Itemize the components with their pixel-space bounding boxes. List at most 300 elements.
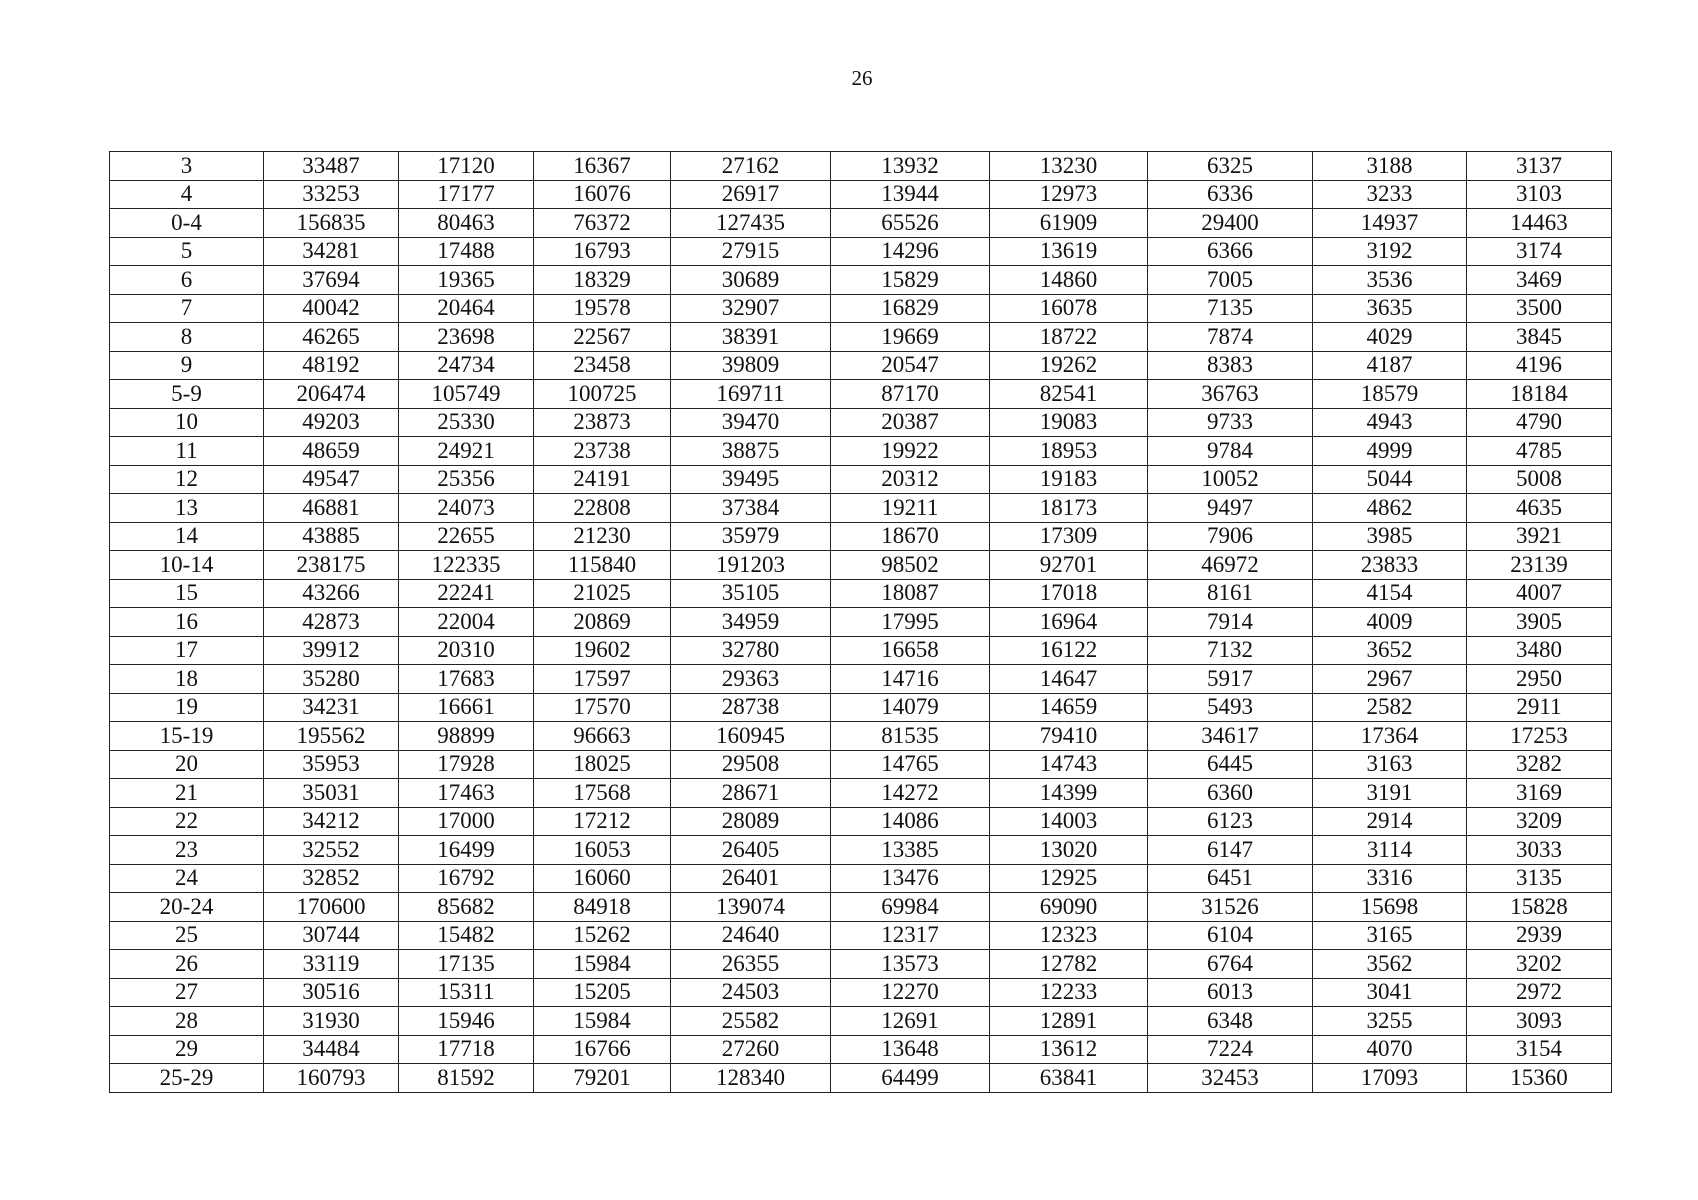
value-cell: 18722 [990, 323, 1148, 352]
value-cell: 9784 [1148, 437, 1313, 466]
value-cell: 14272 [831, 779, 990, 808]
value-cell: 14463 [1467, 209, 1612, 238]
value-cell: 160945 [671, 722, 831, 751]
value-cell: 13612 [990, 1035, 1148, 1064]
value-cell: 48659 [264, 437, 399, 466]
value-cell: 2950 [1467, 665, 1612, 694]
table-row [110, 807, 1612, 836]
value-cell: 17135 [399, 950, 534, 979]
value-cell: 3316 [1313, 864, 1467, 893]
value-cell: 17018 [990, 579, 1148, 608]
value-cell: 4187 [1313, 351, 1467, 380]
value-cell: 6348 [1148, 1007, 1313, 1036]
value-cell: 20547 [831, 351, 990, 380]
age-cell: 6 [110, 266, 264, 295]
table-row [110, 437, 1612, 466]
value-cell: 105749 [399, 380, 534, 409]
value-cell: 48192 [264, 351, 399, 380]
value-cell: 17568 [534, 779, 671, 808]
value-cell: 15262 [534, 921, 671, 950]
age-cell: 21 [110, 779, 264, 808]
value-cell: 64499 [831, 1064, 990, 1093]
value-cell: 14086 [831, 807, 990, 836]
age-cell: 17 [110, 636, 264, 665]
table-row [110, 551, 1612, 580]
value-cell: 25330 [399, 408, 534, 437]
value-cell: 32852 [264, 864, 399, 893]
value-cell: 87170 [831, 380, 990, 409]
value-cell: 16499 [399, 836, 534, 865]
value-cell: 12973 [990, 180, 1148, 209]
value-cell: 65526 [831, 209, 990, 238]
age-cell: 7 [110, 294, 264, 323]
value-cell: 17597 [534, 665, 671, 694]
value-cell: 84918 [534, 893, 671, 922]
value-cell: 17309 [990, 522, 1148, 551]
age-cell: 18 [110, 665, 264, 694]
table-row [110, 323, 1612, 352]
value-cell: 3500 [1467, 294, 1612, 323]
value-cell: 16964 [990, 608, 1148, 637]
value-cell: 14399 [990, 779, 1148, 808]
value-cell: 2914 [1313, 807, 1467, 836]
value-cell: 3635 [1313, 294, 1467, 323]
value-cell: 16053 [534, 836, 671, 865]
value-cell: 13385 [831, 836, 990, 865]
value-cell: 98502 [831, 551, 990, 580]
value-cell: 169711 [671, 380, 831, 409]
value-cell: 2582 [1313, 693, 1467, 722]
value-cell: 18184 [1467, 380, 1612, 409]
value-cell: 16078 [990, 294, 1148, 323]
value-cell: 3905 [1467, 608, 1612, 637]
age-cell: 11 [110, 437, 264, 466]
value-cell: 15946 [399, 1007, 534, 1036]
value-cell: 3192 [1313, 237, 1467, 266]
age-cell: 28 [110, 1007, 264, 1036]
value-cell: 17253 [1467, 722, 1612, 751]
value-cell: 19669 [831, 323, 990, 352]
value-cell: 3845 [1467, 323, 1612, 352]
value-cell: 18953 [990, 437, 1148, 466]
value-cell: 6764 [1148, 950, 1313, 979]
value-cell: 3137 [1467, 152, 1612, 181]
age-cell: 26 [110, 950, 264, 979]
age-cell: 24 [110, 864, 264, 893]
value-cell: 14743 [990, 750, 1148, 779]
value-cell: 3154 [1467, 1035, 1612, 1064]
value-cell: 19365 [399, 266, 534, 295]
value-cell: 33119 [264, 950, 399, 979]
value-cell: 32780 [671, 636, 831, 665]
table-row [110, 608, 1612, 637]
value-cell: 28671 [671, 779, 831, 808]
value-cell: 23833 [1313, 551, 1467, 580]
value-cell: 32552 [264, 836, 399, 865]
value-cell: 7914 [1148, 608, 1313, 637]
value-cell: 3202 [1467, 950, 1612, 979]
value-cell: 3562 [1313, 950, 1467, 979]
value-cell: 19183 [990, 465, 1148, 494]
value-cell: 37384 [671, 494, 831, 523]
value-cell: 29400 [1148, 209, 1313, 238]
age-cell: 10 [110, 408, 264, 437]
value-cell: 24640 [671, 921, 831, 950]
table-body [110, 152, 1612, 1093]
age-cell: 4 [110, 180, 264, 209]
value-cell: 4862 [1313, 494, 1467, 523]
value-cell: 22567 [534, 323, 671, 352]
age-cell: 16 [110, 608, 264, 637]
value-cell: 4007 [1467, 579, 1612, 608]
value-cell: 80463 [399, 209, 534, 238]
value-cell: 29363 [671, 665, 831, 694]
value-cell: 3191 [1313, 779, 1467, 808]
value-cell: 6123 [1148, 807, 1313, 836]
value-cell: 13619 [990, 237, 1148, 266]
value-cell: 29508 [671, 750, 831, 779]
table-row [110, 1035, 1612, 1064]
value-cell: 13648 [831, 1035, 990, 1064]
value-cell: 39809 [671, 351, 831, 380]
age-cell: 5 [110, 237, 264, 266]
value-cell: 98899 [399, 722, 534, 751]
value-cell: 46881 [264, 494, 399, 523]
value-cell: 35953 [264, 750, 399, 779]
value-cell: 2911 [1467, 693, 1612, 722]
age-cell: 23 [110, 836, 264, 865]
value-cell: 13230 [990, 152, 1148, 181]
value-cell: 22241 [399, 579, 534, 608]
value-cell: 17995 [831, 608, 990, 637]
value-cell: 8161 [1148, 579, 1313, 608]
value-cell: 16658 [831, 636, 990, 665]
value-cell: 100725 [534, 380, 671, 409]
value-cell: 17000 [399, 807, 534, 836]
value-cell: 18173 [990, 494, 1148, 523]
table-row [110, 266, 1612, 295]
value-cell: 12782 [990, 950, 1148, 979]
table-row [110, 722, 1612, 751]
value-cell: 115840 [534, 551, 671, 580]
value-cell: 12925 [990, 864, 1148, 893]
value-cell: 18670 [831, 522, 990, 551]
value-cell: 16793 [534, 237, 671, 266]
age-cell: 12 [110, 465, 264, 494]
table-row [110, 180, 1612, 209]
value-cell: 34212 [264, 807, 399, 836]
value-cell: 6451 [1148, 864, 1313, 893]
value-cell: 13932 [831, 152, 990, 181]
value-cell: 3188 [1313, 152, 1467, 181]
value-cell: 14765 [831, 750, 990, 779]
value-cell: 4009 [1313, 608, 1467, 637]
value-cell: 15482 [399, 921, 534, 950]
value-cell: 6104 [1148, 921, 1313, 950]
value-cell: 3233 [1313, 180, 1467, 209]
value-cell: 27915 [671, 237, 831, 266]
value-cell: 6445 [1148, 750, 1313, 779]
value-cell: 12270 [831, 978, 990, 1007]
value-cell: 43266 [264, 579, 399, 608]
value-cell: 5044 [1313, 465, 1467, 494]
value-cell: 33253 [264, 180, 399, 209]
table-row [110, 465, 1612, 494]
value-cell: 13020 [990, 836, 1148, 865]
value-cell: 30744 [264, 921, 399, 950]
age-cell: 29 [110, 1035, 264, 1064]
table-row [110, 893, 1612, 922]
value-cell: 25582 [671, 1007, 831, 1036]
value-cell: 81535 [831, 722, 990, 751]
value-cell: 3033 [1467, 836, 1612, 865]
value-cell: 22004 [399, 608, 534, 637]
table-row [110, 579, 1612, 608]
value-cell: 15698 [1313, 893, 1467, 922]
value-cell: 16792 [399, 864, 534, 893]
value-cell: 13944 [831, 180, 990, 209]
age-cell: 25-29 [110, 1064, 264, 1093]
value-cell: 14296 [831, 237, 990, 266]
table-row [110, 494, 1612, 523]
value-cell: 12891 [990, 1007, 1148, 1036]
value-cell: 43885 [264, 522, 399, 551]
table-row [110, 864, 1612, 893]
value-cell: 34959 [671, 608, 831, 637]
value-cell: 14079 [831, 693, 990, 722]
value-cell: 3652 [1313, 636, 1467, 665]
value-cell: 21025 [534, 579, 671, 608]
value-cell: 170600 [264, 893, 399, 922]
value-cell: 14937 [1313, 209, 1467, 238]
value-cell: 35979 [671, 522, 831, 551]
value-cell: 28089 [671, 807, 831, 836]
value-cell: 15205 [534, 978, 671, 1007]
value-cell: 3985 [1313, 522, 1467, 551]
value-cell: 7005 [1148, 266, 1313, 295]
value-cell: 16829 [831, 294, 990, 323]
value-cell: 3921 [1467, 522, 1612, 551]
value-cell: 3165 [1313, 921, 1467, 950]
table-row [110, 665, 1612, 694]
age-cell: 20-24 [110, 893, 264, 922]
table-row [110, 237, 1612, 266]
value-cell: 6147 [1148, 836, 1313, 865]
value-cell: 82541 [990, 380, 1148, 409]
value-cell: 156835 [264, 209, 399, 238]
table-row [110, 152, 1612, 181]
value-cell: 46972 [1148, 551, 1313, 580]
value-cell: 69984 [831, 893, 990, 922]
table-row [110, 836, 1612, 865]
value-cell: 35031 [264, 779, 399, 808]
age-cell: 27 [110, 978, 264, 1007]
value-cell: 3114 [1313, 836, 1467, 865]
value-cell: 18025 [534, 750, 671, 779]
value-cell: 17718 [399, 1035, 534, 1064]
age-cell: 15-19 [110, 722, 264, 751]
value-cell: 13476 [831, 864, 990, 893]
table-row [110, 978, 1612, 1007]
table-row [110, 351, 1612, 380]
value-cell: 6336 [1148, 180, 1313, 209]
table-row [110, 1007, 1612, 1036]
table-row [110, 779, 1612, 808]
value-cell: 3041 [1313, 978, 1467, 1007]
value-cell: 3282 [1467, 750, 1612, 779]
value-cell: 4790 [1467, 408, 1612, 437]
value-cell: 17212 [534, 807, 671, 836]
value-cell: 42873 [264, 608, 399, 637]
value-cell: 127435 [671, 209, 831, 238]
value-cell: 4635 [1467, 494, 1612, 523]
value-cell: 6360 [1148, 779, 1313, 808]
value-cell: 31526 [1148, 893, 1313, 922]
value-cell: 16766 [534, 1035, 671, 1064]
value-cell: 79410 [990, 722, 1148, 751]
value-cell: 32453 [1148, 1064, 1313, 1093]
value-cell: 19262 [990, 351, 1148, 380]
table-row [110, 209, 1612, 238]
value-cell: 3255 [1313, 1007, 1467, 1036]
value-cell: 12317 [831, 921, 990, 950]
value-cell: 27260 [671, 1035, 831, 1064]
value-cell: 14647 [990, 665, 1148, 694]
value-cell: 12233 [990, 978, 1148, 1007]
value-cell: 17120 [399, 152, 534, 181]
value-cell: 5917 [1148, 665, 1313, 694]
age-cell: 0-4 [110, 209, 264, 238]
value-cell: 36763 [1148, 380, 1313, 409]
value-cell: 6366 [1148, 237, 1313, 266]
age-cell: 3 [110, 152, 264, 181]
value-cell: 85682 [399, 893, 534, 922]
value-cell: 5493 [1148, 693, 1313, 722]
value-cell: 16076 [534, 180, 671, 209]
table-row [110, 522, 1612, 551]
value-cell: 122335 [399, 551, 534, 580]
value-cell: 4029 [1313, 323, 1467, 352]
value-cell: 14860 [990, 266, 1148, 295]
value-cell: 3469 [1467, 266, 1612, 295]
value-cell: 39912 [264, 636, 399, 665]
value-cell: 21230 [534, 522, 671, 551]
value-cell: 5008 [1467, 465, 1612, 494]
age-cell: 8 [110, 323, 264, 352]
value-cell: 19211 [831, 494, 990, 523]
value-cell: 7906 [1148, 522, 1313, 551]
value-cell: 34617 [1148, 722, 1313, 751]
value-cell: 37694 [264, 266, 399, 295]
value-cell: 17463 [399, 779, 534, 808]
value-cell: 22808 [534, 494, 671, 523]
value-cell: 3536 [1313, 266, 1467, 295]
value-cell: 26401 [671, 864, 831, 893]
table-row [110, 294, 1612, 323]
value-cell: 139074 [671, 893, 831, 922]
value-cell: 9497 [1148, 494, 1313, 523]
value-cell: 4785 [1467, 437, 1612, 466]
age-cell: 19 [110, 693, 264, 722]
value-cell: 19922 [831, 437, 990, 466]
value-cell: 39470 [671, 408, 831, 437]
value-cell: 18087 [831, 579, 990, 608]
age-cell: 9 [110, 351, 264, 380]
value-cell: 195562 [264, 722, 399, 751]
value-cell: 15311 [399, 978, 534, 1007]
value-cell: 18329 [534, 266, 671, 295]
age-cell: 13 [110, 494, 264, 523]
age-cell: 15 [110, 579, 264, 608]
value-cell: 39495 [671, 465, 831, 494]
value-cell: 34231 [264, 693, 399, 722]
age-cell: 22 [110, 807, 264, 836]
value-cell: 15984 [534, 1007, 671, 1036]
value-cell: 206474 [264, 380, 399, 409]
value-cell: 33487 [264, 152, 399, 181]
value-cell: 35280 [264, 665, 399, 694]
value-cell: 16661 [399, 693, 534, 722]
value-cell: 20387 [831, 408, 990, 437]
value-cell: 49203 [264, 408, 399, 437]
value-cell: 40042 [264, 294, 399, 323]
value-cell: 26405 [671, 836, 831, 865]
value-cell: 3480 [1467, 636, 1612, 665]
value-cell: 9733 [1148, 408, 1313, 437]
value-cell: 96663 [534, 722, 671, 751]
table-row [110, 636, 1612, 665]
value-cell: 79201 [534, 1064, 671, 1093]
value-cell: 14716 [831, 665, 990, 694]
value-cell: 49547 [264, 465, 399, 494]
value-cell: 17928 [399, 750, 534, 779]
value-cell: 34484 [264, 1035, 399, 1064]
age-cell: 20 [110, 750, 264, 779]
value-cell: 26355 [671, 950, 831, 979]
value-cell: 3163 [1313, 750, 1467, 779]
value-cell: 7135 [1148, 294, 1313, 323]
value-cell: 34281 [264, 237, 399, 266]
value-cell: 92701 [990, 551, 1148, 580]
age-cell: 14 [110, 522, 264, 551]
value-cell: 19083 [990, 408, 1148, 437]
value-cell: 4943 [1313, 408, 1467, 437]
value-cell: 17364 [1313, 722, 1467, 751]
value-cell: 4999 [1313, 437, 1467, 466]
value-cell: 7132 [1148, 636, 1313, 665]
value-cell: 76372 [534, 209, 671, 238]
value-cell: 16060 [534, 864, 671, 893]
value-cell: 4070 [1313, 1035, 1467, 1064]
table-row [110, 380, 1612, 409]
value-cell: 24503 [671, 978, 831, 1007]
value-cell: 28738 [671, 693, 831, 722]
value-cell: 25356 [399, 465, 534, 494]
value-cell: 19602 [534, 636, 671, 665]
value-cell: 191203 [671, 551, 831, 580]
value-cell: 17570 [534, 693, 671, 722]
value-cell: 2939 [1467, 921, 1612, 950]
value-cell: 2972 [1467, 978, 1612, 1007]
value-cell: 14003 [990, 807, 1148, 836]
value-cell: 16122 [990, 636, 1148, 665]
value-cell: 7224 [1148, 1035, 1313, 1064]
value-cell: 12323 [990, 921, 1148, 950]
value-cell: 30516 [264, 978, 399, 1007]
value-cell: 3169 [1467, 779, 1612, 808]
table-row [110, 408, 1612, 437]
table-row [110, 950, 1612, 979]
